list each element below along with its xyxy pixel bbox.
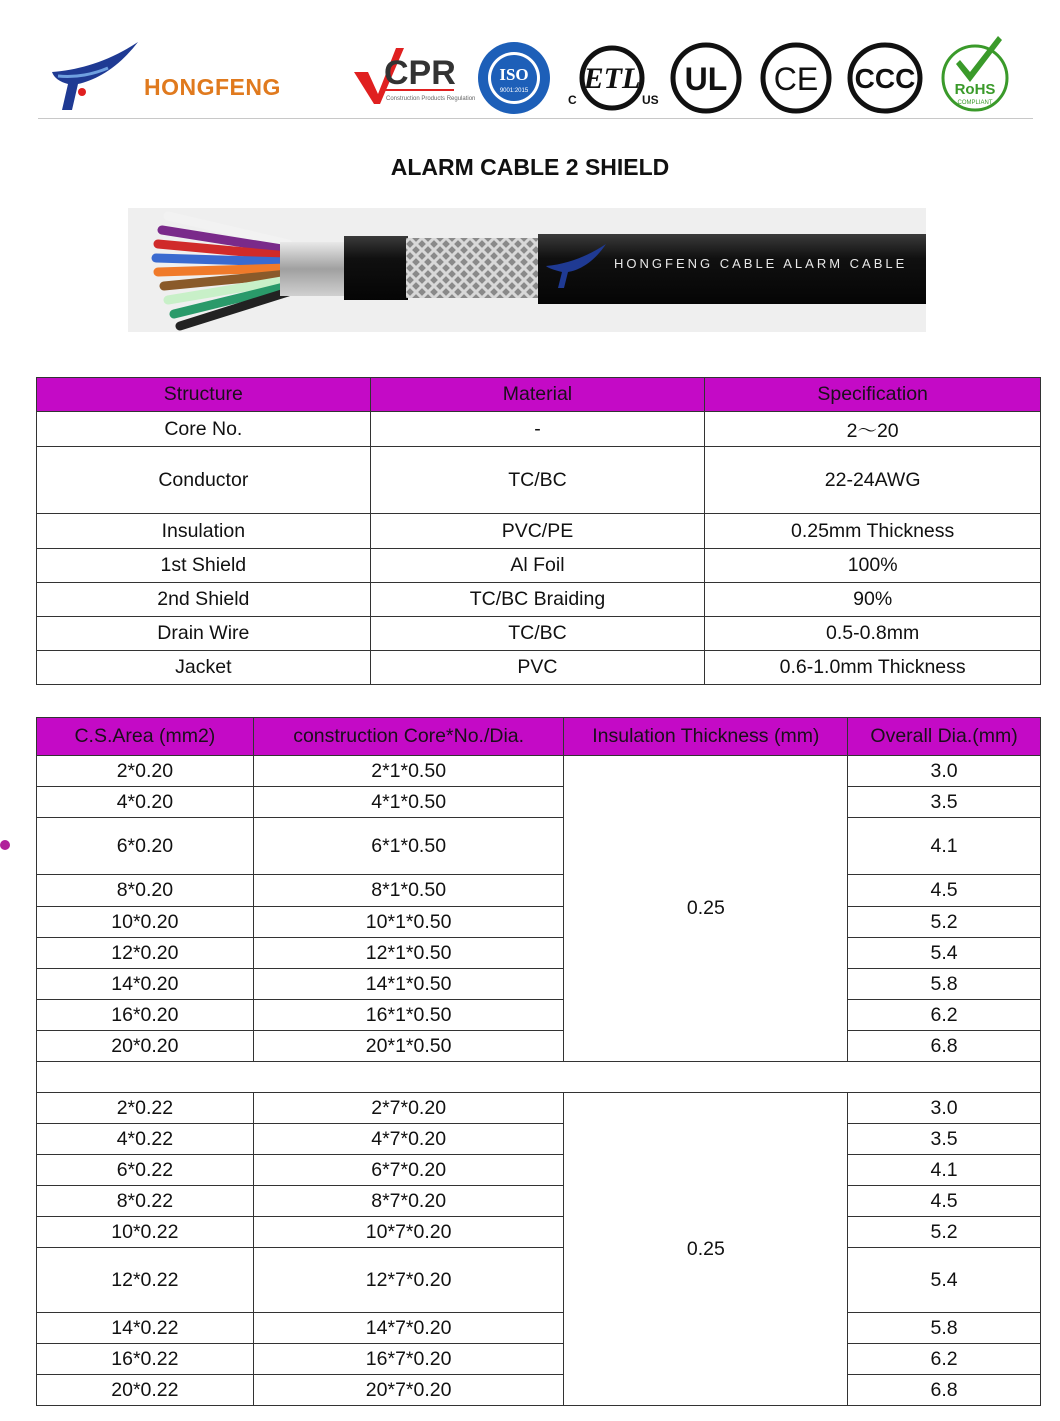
table-row (37, 1186, 1041, 1217)
table-cell: 6*0.20 (37, 818, 254, 875)
table-row (37, 549, 1041, 583)
table-cell: 16*0.20 (37, 1000, 254, 1031)
table-cell: 0.6-1.0mm Thickness (705, 651, 1041, 685)
page-title: ALARM CABLE 2 SHIELD (390, 154, 670, 180)
svg-text:RoHS: RoHS (954, 81, 996, 98)
etl-logo (566, 38, 662, 116)
table-cell: 2*0.20 (37, 756, 254, 787)
margin-dot (0, 840, 10, 850)
table-cell: 2nd Shield (37, 583, 371, 617)
svg-text:ETL: ETL (583, 62, 641, 95)
table-cell: 22-24AWG (705, 447, 1041, 514)
table-row (37, 1248, 1041, 1313)
table-cell: 14*1*0.50 (253, 969, 564, 1000)
table-cell: Drain Wire (37, 617, 371, 651)
cpr-logo (350, 42, 476, 108)
table-cell: 12*0.20 (37, 938, 254, 969)
table-cell: TC/BC (370, 617, 705, 651)
svg-text:COMPLIANT: COMPLIANT (957, 100, 993, 106)
table-cell: 5.2 (848, 907, 1041, 938)
table-cell: 2*1*0.50 (253, 756, 564, 787)
table-row (37, 875, 1041, 907)
table-header-row (37, 378, 1041, 412)
header-divider (38, 118, 1033, 119)
table-row (37, 1313, 1041, 1344)
table-cell: 6.8 (848, 1031, 1041, 1062)
svg-text:C: C (568, 93, 577, 107)
table-row (37, 1217, 1041, 1248)
table-row (37, 1093, 1041, 1124)
svg-text:Construction Products Regulati: Construction Products Regulation (386, 96, 476, 102)
table-cell: 5.4 (848, 938, 1041, 969)
svg-text:9001:2015: 9001:2015 (499, 88, 529, 94)
table-cell: 4*0.22 (37, 1124, 254, 1155)
table-cell: 3.0 (848, 1093, 1041, 1124)
table-cell: 20*0.22 (37, 1375, 254, 1406)
column-header: construction Core*No./Dia. (253, 718, 564, 756)
table-cell: 12*0.22 (37, 1248, 254, 1313)
ce-logo (758, 40, 834, 116)
table-cell: 6.8 (848, 1375, 1041, 1406)
cable-print-text: HONGFENG CABLE ALARM CABLE (614, 256, 908, 271)
svg-text:ISO: ISO (499, 65, 529, 84)
table-row (37, 1375, 1041, 1406)
table-row (37, 1031, 1041, 1062)
table-header-row (37, 718, 1041, 756)
column-header: Structure (37, 378, 371, 412)
table-cell: 5.4 (848, 1248, 1041, 1313)
table-row (37, 1155, 1041, 1186)
table-row (37, 651, 1041, 685)
table-cell: 2～20 (705, 412, 1041, 447)
table-cell: 8*0.20 (37, 875, 254, 907)
table-cell: 6*1*0.50 (253, 818, 564, 875)
table-cell: 20*7*0.20 (253, 1375, 564, 1406)
table-cell: 3.0 (848, 756, 1041, 787)
table-cell: 6.2 (848, 1344, 1041, 1375)
table-cell: 10*1*0.50 (253, 907, 564, 938)
group-separator-row (37, 1062, 1041, 1093)
table-cell: Core No. (37, 412, 371, 447)
table-cell: 4.1 (848, 818, 1041, 875)
table-cell: 5.8 (848, 969, 1041, 1000)
table-cell: PVC/PE (370, 514, 705, 549)
table-cell: Conductor (37, 447, 371, 514)
table-row (37, 907, 1041, 938)
insulation-cell: 0.25 (564, 756, 848, 1062)
table-cell: 12*7*0.20 (253, 1248, 564, 1313)
table-cell: 1st Shield (37, 549, 371, 583)
insulation-cell: 0.25 (564, 1093, 848, 1406)
table-cell: 4.5 (848, 1186, 1041, 1217)
table-row (37, 514, 1041, 549)
table-cell: 14*0.22 (37, 1313, 254, 1344)
table-cell: 12*1*0.50 (253, 938, 564, 969)
table-cell: 6.2 (848, 1000, 1041, 1031)
table-row (37, 1344, 1041, 1375)
table-cell: Al Foil (370, 549, 705, 583)
table-row (37, 1124, 1041, 1155)
column-header: Overall Dia.(mm) (848, 718, 1041, 756)
table-cell: 16*7*0.20 (253, 1344, 564, 1375)
table-cell: 100% (705, 549, 1041, 583)
table-cell: 4.1 (848, 1155, 1041, 1186)
table-cell: 20*0.20 (37, 1031, 254, 1062)
spec-table (36, 717, 1041, 1406)
table-row (37, 583, 1041, 617)
svg-text:CCC: CCC (854, 63, 916, 94)
table-cell: 90% (705, 583, 1041, 617)
iso-logo (476, 40, 552, 116)
svg-text:UL: UL (684, 61, 728, 97)
structure-table (36, 377, 1041, 685)
table-row (37, 938, 1041, 969)
table-cell: 5.8 (848, 1313, 1041, 1344)
column-header: Material (370, 378, 705, 412)
table-cell: 10*0.22 (37, 1217, 254, 1248)
table-row (37, 818, 1041, 875)
table-cell: 4.5 (848, 875, 1041, 907)
table-cell: - (370, 412, 705, 447)
table-cell: 6*7*0.20 (253, 1155, 564, 1186)
table-row (37, 1000, 1041, 1031)
hongfeng-logo (48, 40, 143, 112)
table-cell: PVC (370, 651, 705, 685)
table-cell: 4*1*0.50 (253, 787, 564, 818)
table-cell: 2*7*0.20 (253, 1093, 564, 1124)
table-cell: 8*7*0.20 (253, 1186, 564, 1217)
brand-name: HONGFENG (144, 74, 281, 100)
table-cell: 4*7*0.20 (253, 1124, 564, 1155)
table-cell: 3.5 (848, 787, 1041, 818)
ccc-logo (846, 40, 924, 116)
table-cell: 2*0.22 (37, 1093, 254, 1124)
table-row (37, 447, 1041, 514)
svg-text:CPR: CPR (384, 54, 456, 92)
svg-text:CE: CE (773, 61, 819, 97)
table-cell: 16*1*0.50 (253, 1000, 564, 1031)
table-cell: Jacket (37, 651, 371, 685)
table-cell: 0.25mm Thickness (705, 514, 1041, 549)
column-header: Insulation Thickness (mm) (564, 718, 848, 756)
table-cell: 10*7*0.20 (253, 1217, 564, 1248)
table-row (37, 412, 1041, 447)
table-cell: 5.2 (848, 1217, 1041, 1248)
table-cell: 20*1*0.50 (253, 1031, 564, 1062)
table-cell: 14*0.20 (37, 969, 254, 1000)
table-cell: TC/BC (370, 447, 705, 514)
table-cell: TC/BC Braiding (370, 583, 705, 617)
table-cell: 14*7*0.20 (253, 1313, 564, 1344)
table-cell: 16*0.22 (37, 1344, 254, 1375)
svg-text:US: US (642, 93, 659, 107)
table-cell: 4*0.20 (37, 787, 254, 818)
table-cell: 8*0.22 (37, 1186, 254, 1217)
table-cell: 6*0.22 (37, 1155, 254, 1186)
table-cell: Insulation (37, 514, 371, 549)
column-header: C.S.Area (mm2) (37, 718, 254, 756)
table-row (37, 756, 1041, 787)
ul-logo (668, 40, 744, 116)
table-cell: 10*0.20 (37, 907, 254, 938)
rohs-logo (938, 32, 1016, 112)
table-cell: 8*1*0.50 (253, 875, 564, 907)
column-header: Specification (705, 378, 1041, 412)
table-row (37, 617, 1041, 651)
separator-cell (37, 1062, 1041, 1093)
table-row (37, 969, 1041, 1000)
table-cell: 0.5-0.8mm (705, 617, 1041, 651)
table-row (37, 787, 1041, 818)
table-cell: 3.5 (848, 1124, 1041, 1155)
